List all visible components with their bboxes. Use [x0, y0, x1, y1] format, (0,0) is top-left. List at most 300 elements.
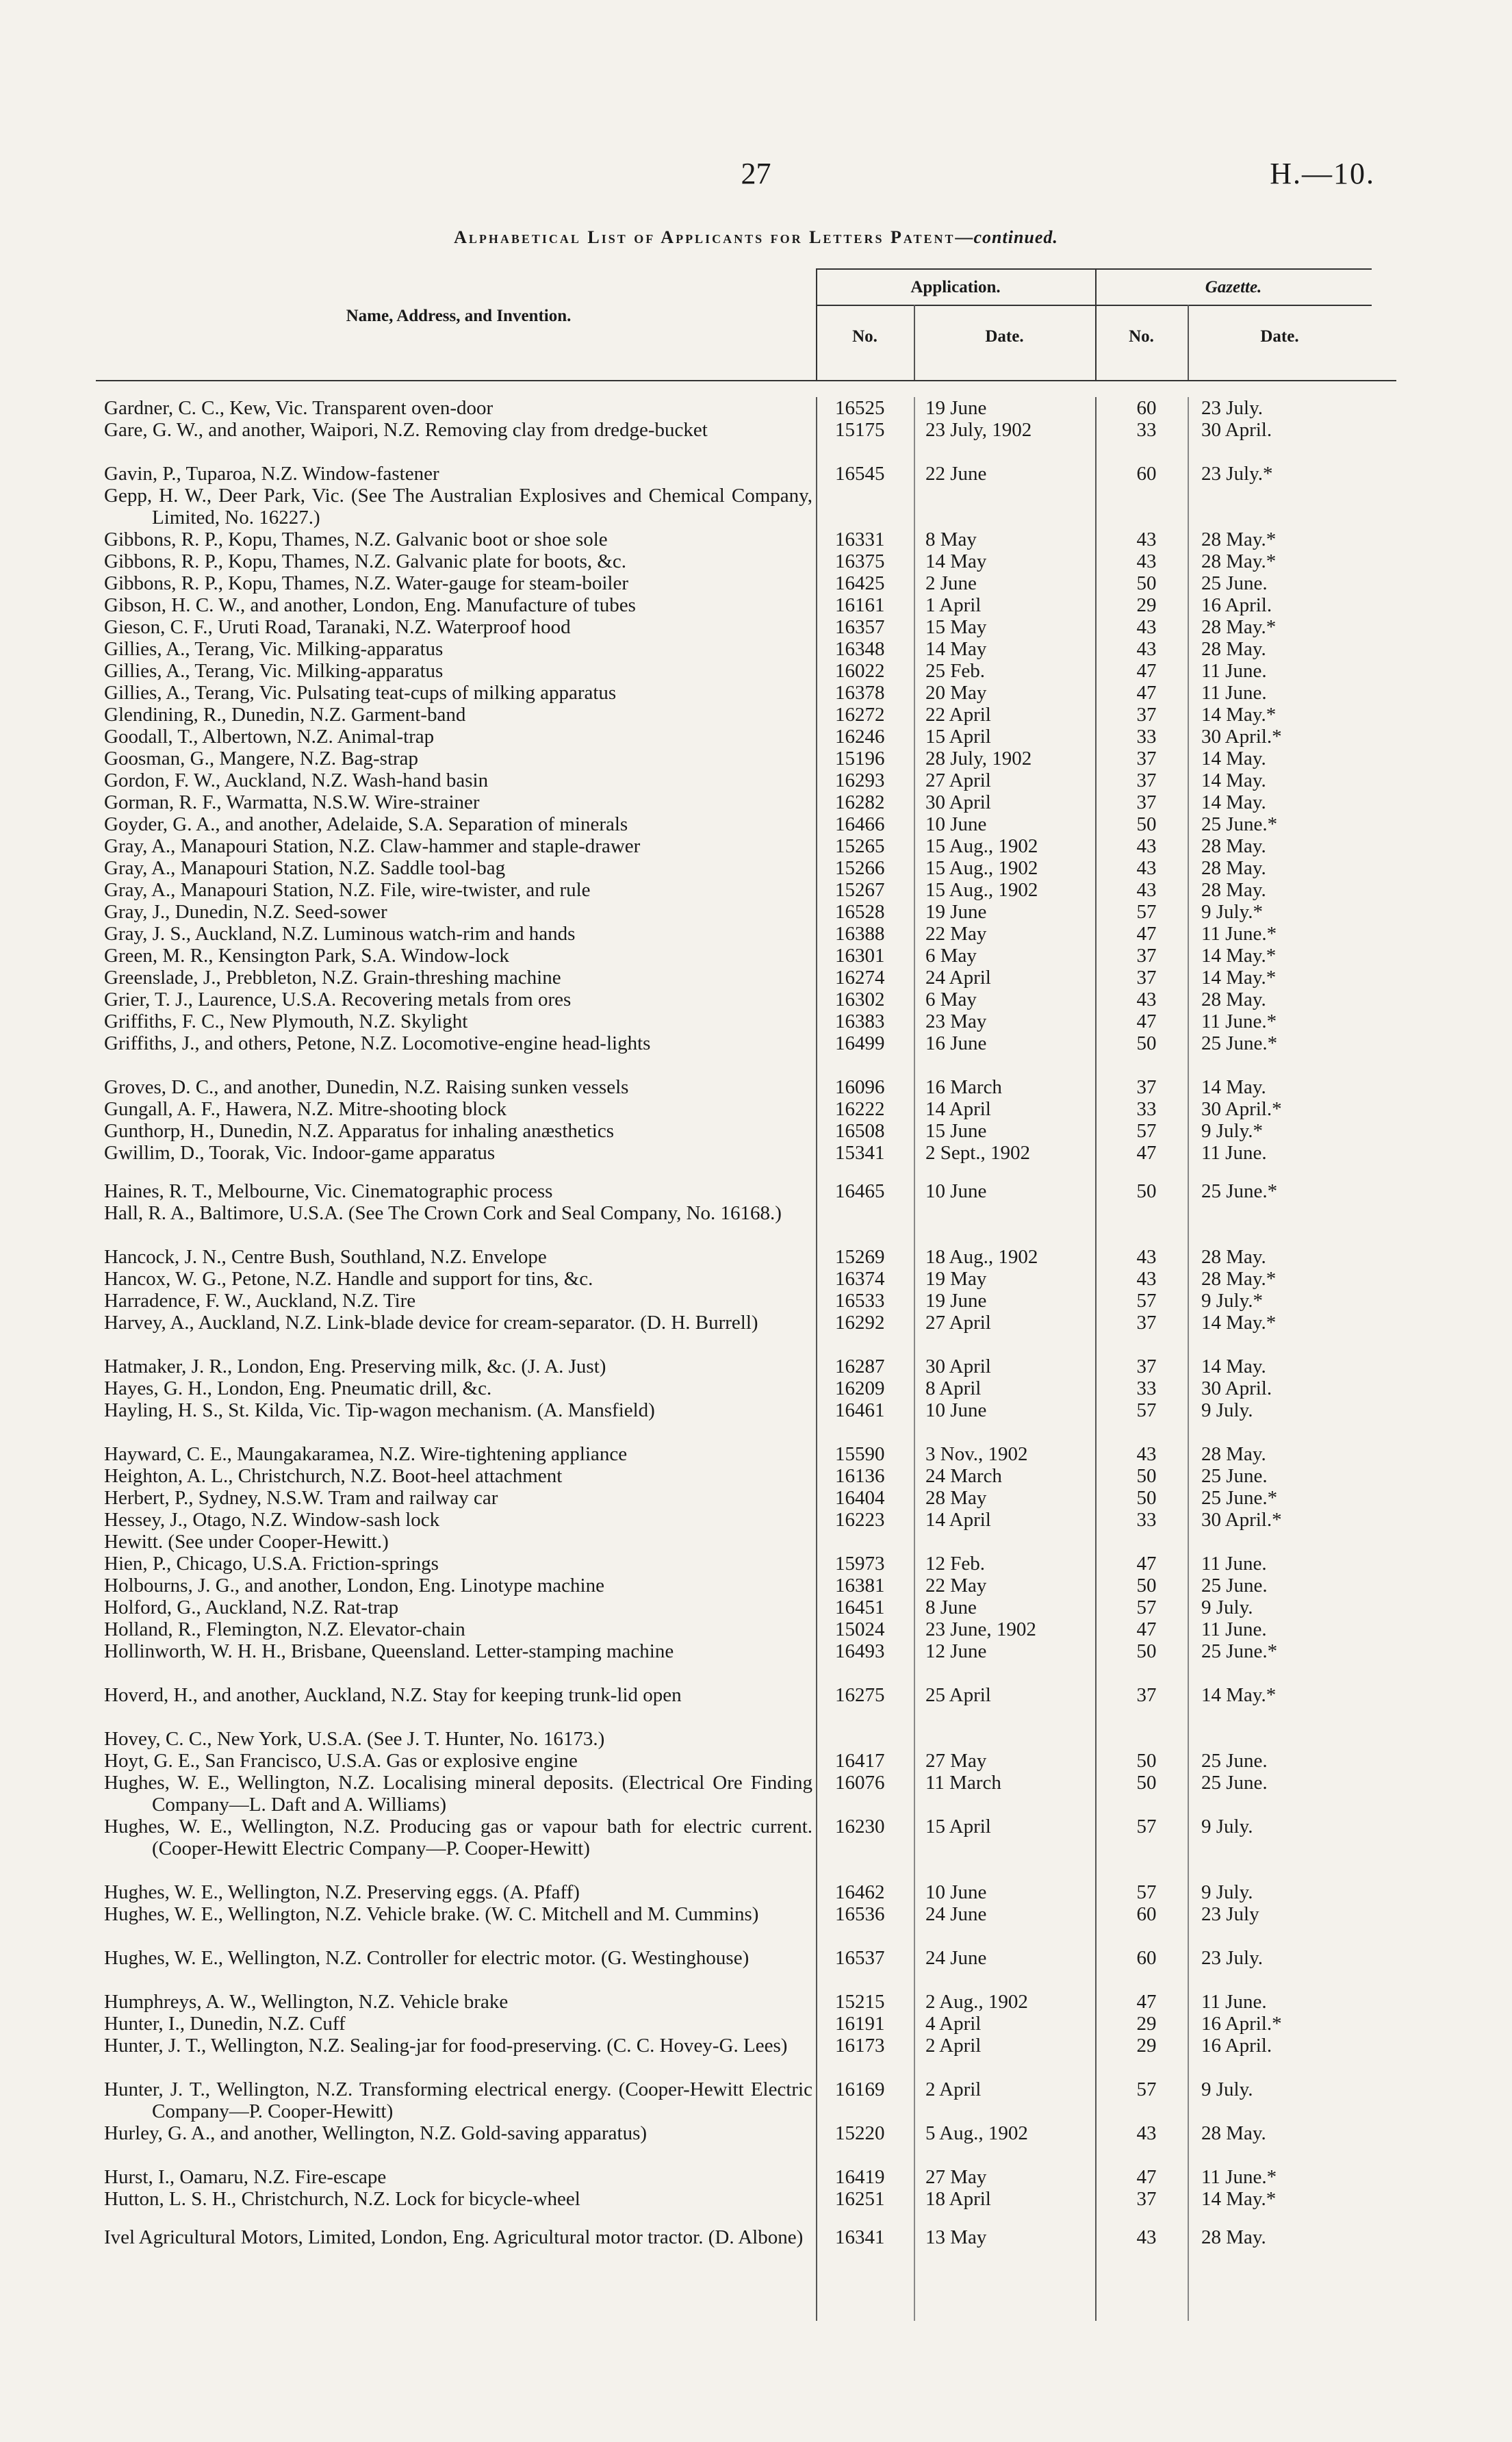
application-date: 3 Nov., 1902: [925, 1443, 1028, 1465]
applicant-entry-text: Holbourns, J. G., and another, London, Eng. Linotype machine: [104, 1575, 604, 1597]
application-number: 16465: [835, 1180, 885, 1202]
gazette-number: 50: [1136, 1180, 1157, 1202]
column-header-app-date: Date.: [985, 327, 1024, 346]
application-number: 16378: [835, 682, 885, 704]
application-number: 16274: [835, 967, 885, 989]
application-number: 16302: [835, 989, 885, 1010]
applicant-entry-text: Hancock, J. N., Centre Bush, Southland, N.Z. Envelope: [104, 1246, 547, 1268]
application-number: 16076: [835, 1772, 885, 1794]
gazette-number: 37: [1136, 704, 1157, 726]
table-row: [0, 638, 1512, 660]
applicant-entry-text: Hollinworth, W. H. H., Brisbane, Queensland. Letter-stamping machine: [104, 1640, 674, 1662]
gazette-date: 9 July.: [1201, 2078, 1253, 2100]
application-number: 16537: [835, 1947, 885, 1969]
gazette-number: 37: [1136, 1312, 1157, 1334]
application-number: 16161: [835, 594, 885, 616]
applicant-entry: [104, 1076, 812, 1098]
applicant-entry: [104, 1881, 812, 1903]
gazette-date: 25 June.*: [1201, 1640, 1278, 1662]
applicant-entry: [104, 1728, 812, 1750]
gazette-number: 57: [1136, 1597, 1157, 1618]
gazette-date: 11 June.: [1201, 1991, 1267, 2013]
patent-list: [0, 397, 1512, 2270]
gazette-date: 28 May.: [1201, 879, 1266, 901]
applicant-entry-text: Gavin, P., Tuparoa, N.Z. Window-fastener: [104, 463, 439, 485]
gazette-date: 16 April.*: [1201, 2013, 1282, 2035]
applicant-entry: [104, 1903, 812, 1925]
gazette-date: 14 May.: [1201, 1356, 1266, 1377]
gazette-number: 37: [1136, 1684, 1157, 1706]
gazette-number: 43: [1136, 529, 1157, 550]
gazette-date: 28 May.: [1201, 1443, 1266, 1465]
table-row: [0, 1377, 1512, 1399]
applicant-entry-text: Hancox, W. G., Petone, N.Z. Handle and support for tins, &c.: [104, 1268, 593, 1290]
table-row: [0, 572, 1512, 594]
gazette-number: 50: [1136, 1465, 1157, 1487]
gazette-number: 60: [1136, 463, 1157, 485]
application-date: 18 Aug., 1902: [925, 1246, 1038, 1268]
table-row: [0, 813, 1512, 835]
application-number: 15215: [835, 1991, 885, 2013]
applicant-entry-text: Gordon, F. W., Auckland, N.Z. Wash-hand basin: [104, 770, 489, 791]
gazette-number: 50: [1136, 813, 1157, 835]
application-date: 19 June: [925, 1290, 987, 1312]
page-code: H.—10.: [1270, 157, 1375, 190]
applicant-entry-text: Hatmaker, J. R., London, Eng. Preserving milk, &c. (J. A. Just): [104, 1356, 606, 1377]
applicant-entry: [104, 616, 812, 638]
table-row: [0, 1531, 1512, 1553]
applicant-entry-text: Hurst, I., Oamaru, N.Z. Fire-escape: [104, 2166, 387, 2188]
applicant-entry: [104, 1120, 812, 1142]
table-row: [0, 1640, 1512, 1684]
applicant-entry: [104, 1575, 812, 1597]
column-header-gazette: Gazette.: [1205, 278, 1262, 296]
applicant-entry: [104, 1098, 812, 1120]
table-row: [0, 660, 1512, 682]
application-date: 10 June: [925, 1399, 987, 1421]
gazette-date: 30 April.: [1201, 419, 1272, 441]
table-row: [0, 1202, 1512, 1246]
table-row: [0, 704, 1512, 726]
application-date: 28 July, 1902: [925, 748, 1032, 770]
application-number: 16508: [835, 1120, 885, 1142]
application-date: 16 June: [925, 1032, 987, 1054]
applicant-entry-text: Griffiths, J., and others, Petone, N.Z. Locomotive-engine head-lights: [104, 1032, 651, 1054]
applicant-entry: [104, 1312, 812, 1334]
applicant-entry: [104, 682, 812, 704]
application-date: 23 June, 1902: [925, 1618, 1036, 1640]
applicant-entry: [104, 660, 812, 682]
table-row: [0, 1553, 1512, 1575]
gazette-number: 33: [1136, 1377, 1157, 1399]
applicant-entry-text: Hayling, H. S., St. Kilda, Vic. Tip-wagon mechanism. (A. Mansfield): [104, 1399, 655, 1421]
application-number: 15220: [835, 2122, 885, 2144]
gazette-number: 37: [1136, 791, 1157, 813]
application-number: 16388: [835, 923, 885, 945]
applicant-entry: [104, 1268, 812, 1290]
table-row: [0, 967, 1512, 989]
gazette-date: 28 May.*: [1201, 616, 1277, 638]
applicant-entry: [104, 2035, 812, 2057]
gazette-number: 29: [1136, 2035, 1157, 2057]
application-number: 15269: [835, 1246, 885, 1268]
gazette-date: 11 June.: [1201, 660, 1267, 682]
application-number: 15267: [835, 879, 885, 901]
application-number: 16417: [835, 1750, 885, 1772]
application-date: 15 Aug., 1902: [925, 857, 1038, 879]
application-number: 16462: [835, 1881, 885, 1903]
gazette-date: 11 June.*: [1201, 923, 1277, 945]
table-row: [0, 1903, 1512, 1947]
application-number: 15590: [835, 1443, 885, 1465]
table-row: [0, 2188, 1512, 2210]
table-row: [0, 1816, 1512, 1881]
applicant-entry-text: Hughes, W. E., Wellington, N.Z. Preserving eggs. (A. Pfaff): [104, 1881, 580, 1903]
gazette-date: 28 May.: [1201, 835, 1266, 857]
applicant-entry-text: Goodall, T., Albertown, N.Z. Animal-trap: [104, 726, 435, 748]
applicant-entry: [104, 967, 812, 989]
gazette-date: 28 May.: [1201, 638, 1266, 660]
application-number: 16096: [835, 1076, 885, 1098]
application-date: 15 April: [925, 1816, 991, 1837]
gazette-date: 11 June.: [1201, 1142, 1267, 1164]
applicant-entry: [104, 1356, 812, 1377]
applicant-entry: [104, 1816, 812, 1859]
applicant-entry: [104, 529, 812, 550]
gazette-number: 57: [1136, 1290, 1157, 1312]
column-header-name: Name, Address, and Invention.: [346, 307, 572, 325]
applicant-entry: [104, 748, 812, 770]
table-row: [0, 1881, 1512, 1903]
application-date: 22 May: [925, 923, 987, 945]
application-number: 16287: [835, 1356, 885, 1377]
gazette-number: 33: [1136, 1098, 1157, 1120]
applicant-entry-text: Glendining, R., Dunedin, N.Z. Garment-band: [104, 704, 466, 726]
table-row: [0, 1098, 1512, 1120]
application-number: 16545: [835, 463, 885, 485]
gazette-number: 37: [1136, 748, 1157, 770]
gazette-date: 9 July.: [1201, 1399, 1253, 1421]
application-number: 15266: [835, 857, 885, 879]
applicant-entry-text: Hewitt. (See under Cooper-Hewitt.): [104, 1531, 389, 1553]
applicant-entry-text: Hoyt, G. E., San Francisco, U.S.A. Gas or explosive engine: [104, 1750, 578, 1772]
application-number: 16357: [835, 616, 885, 638]
application-number: 16292: [835, 1312, 885, 1334]
gazette-date: 9 July.: [1201, 1881, 1253, 1903]
table-row: [0, 901, 1512, 923]
title-main: Alphabetical List of Applicants for Letters Patent: [454, 227, 956, 247]
applicant-entry-text: Gibbons, R. P., Kopu, Thames, N.Z. Water-gauge for steam-boiler: [104, 572, 628, 594]
table-row: [0, 726, 1512, 748]
applicant-entry: [104, 1509, 812, 1531]
application-date: 15 Aug., 1902: [925, 879, 1038, 901]
applicant-entry: [104, 1553, 812, 1575]
table-row: [0, 1142, 1512, 1164]
application-number: 16301: [835, 945, 885, 967]
application-date: 12 Feb.: [925, 1553, 985, 1575]
application-number: 15196: [835, 748, 885, 770]
gazette-date: 23 July.: [1201, 397, 1263, 419]
application-number: 16230: [835, 1816, 885, 1837]
application-number: 15341: [835, 1142, 885, 1164]
application-date: 24 March: [925, 1465, 1002, 1487]
application-number: 16533: [835, 1290, 885, 1312]
applicant-entry: [104, 1531, 812, 1553]
application-number: 15024: [835, 1618, 885, 1640]
applicant-entry-text: Gray, A., Manapouri Station, N.Z. Claw-hammer and staple-drawer: [104, 835, 641, 857]
table-row: [0, 1399, 1512, 1443]
applicant-entry: [104, 704, 812, 726]
application-date: 30 April: [925, 1356, 991, 1377]
applicant-entry: [104, 1750, 812, 1772]
gazette-number: 33: [1136, 726, 1157, 748]
gazette-number: 47: [1136, 2166, 1157, 2188]
applicant-entry: [104, 989, 812, 1010]
application-date: 27 May: [925, 1750, 987, 1772]
applicant-entry: [104, 1142, 812, 1164]
applicant-entry: [104, 419, 812, 441]
application-date: 27 April: [925, 770, 991, 791]
table-row: [0, 923, 1512, 945]
gazette-date: 16 April.: [1201, 2035, 1272, 2057]
application-date: 4 April: [925, 2013, 982, 2035]
column-header-gaz-date: Date.: [1260, 327, 1299, 346]
application-number: 15973: [835, 1553, 885, 1575]
table-row: [0, 857, 1512, 879]
gazette-number: 57: [1136, 901, 1157, 923]
gazette-date: 9 July.*: [1201, 1120, 1263, 1142]
applicant-entry: [104, 923, 812, 945]
applicant-entry: [104, 1772, 812, 1816]
application-number: 16282: [835, 791, 885, 813]
table-row: [0, 594, 1512, 616]
table-row: [0, 945, 1512, 967]
applicant-entry-text: Holford, G., Auckland, N.Z. Rat-trap: [104, 1597, 399, 1618]
table-row: [0, 1487, 1512, 1509]
gazette-date: 25 June.*: [1201, 1487, 1278, 1509]
application-date: 12 June: [925, 1640, 987, 1662]
applicant-entry: [104, 2188, 812, 2210]
applicant-entry: [104, 1465, 812, 1487]
application-date: 8 April: [925, 1377, 982, 1399]
applicant-entry-text: Holland, R., Flemington, N.Z. Elevator-chain: [104, 1618, 465, 1640]
table-row: [0, 463, 1512, 485]
application-date: 24 June: [925, 1903, 987, 1925]
applicant-entry: [104, 726, 812, 748]
table-row: [0, 1290, 1512, 1312]
table-row: [0, 1465, 1512, 1487]
applicant-entry-text: Gray, J. S., Auckland, N.Z. Luminous watch-rim and hands: [104, 923, 576, 945]
table-row: [0, 2166, 1512, 2188]
applicant-entry-text: Hunter, J. T., Wellington, N.Z. Transforming electrical energy. (Cooper-Hewitt Electric Company—P. Cooper-Hewitt): [104, 2078, 812, 2122]
table-row: [0, 419, 1512, 463]
table-row: [0, 1312, 1512, 1356]
applicant-entry-text: Hoverd, H., and another, Auckland, N.Z. Stay for keeping trunk-lid open: [104, 1684, 682, 1706]
applicant-entry: [104, 835, 812, 857]
applicant-entry-text: Groves, D. C., and another, Dunedin, N.Z. Raising sunken vessels: [104, 1076, 629, 1098]
application-number: 16451: [835, 1597, 885, 1618]
column-header-app-no: No.: [852, 327, 877, 346]
gazette-number: 37: [1136, 1076, 1157, 1098]
gazette-date: 11 June.: [1201, 1618, 1267, 1640]
application-number: 16499: [835, 1032, 885, 1054]
table-row: [0, 1120, 1512, 1142]
table-row: [0, 748, 1512, 770]
application-number: 16374: [835, 1268, 885, 1290]
application-number: 16425: [835, 572, 885, 594]
application-number: 16275: [835, 1684, 885, 1706]
application-date: 14 April: [925, 1509, 991, 1531]
gazette-date: 25 June.: [1201, 1772, 1268, 1794]
application-number: 16461: [835, 1399, 885, 1421]
applicant-entry-text: Hutton, L. S. H., Christchurch, N.Z. Lock for bicycle-wheel: [104, 2188, 580, 2210]
gazette-date: 23 July.: [1201, 1947, 1263, 1969]
gazette-number: 43: [1136, 616, 1157, 638]
applicant-entry-text: Gibson, H. C. W., and another, London, Eng. Manufacture of tubes: [104, 594, 636, 616]
applicant-entry-text: Gray, A., Manapouri Station, N.Z. File, wire-twister, and rule: [104, 879, 591, 901]
application-date: 10 June: [925, 1881, 987, 1903]
application-date: 6 May: [925, 989, 977, 1010]
applicant-entry: [104, 1443, 812, 1465]
table-row: [0, 1618, 1512, 1640]
applicant-entry-text: Harvey, A., Auckland, N.Z. Link-blade device for cream-separator. (D. H. Burrell): [104, 1312, 758, 1334]
gazette-number: 43: [1136, 2122, 1157, 2144]
application-number: 16191: [835, 2013, 885, 2035]
applicant-entry-text: Gungall, A. F., Hawera, N.Z. Mitre-shooting block: [104, 1098, 507, 1120]
application-number: 16381: [835, 1575, 885, 1597]
applicant-entry: [104, 594, 812, 616]
applicant-entry: [104, 638, 812, 660]
applicant-entry: [104, 1487, 812, 1509]
gazette-date: 28 May.: [1201, 989, 1266, 1010]
gazette-number: 50: [1136, 1032, 1157, 1054]
application-number: 16493: [835, 1640, 885, 1662]
applicant-entry-text: Hurley, G. A., and another, Wellington, N.Z. Gold-saving apparatus): [104, 2122, 648, 2144]
gazette-date: 14 May.*: [1201, 1684, 1277, 1706]
application-date: 22 April: [925, 704, 991, 726]
gazette-number: 47: [1136, 1991, 1157, 2013]
applicant-entry-text: Gepp, H. W., Deer Park, Vic. (See The Australian Explosives and Chemical Company, Limited, No. 16227.): [104, 485, 812, 529]
applicant-entry: [104, 463, 812, 485]
gazette-date: 11 June.*: [1201, 2166, 1277, 2188]
applicant-entry-text: Grier, T. J., Laurence, U.S.A. Recovering metals from ores: [104, 989, 572, 1010]
application-number: 16223: [835, 1509, 885, 1531]
table-row: [0, 2013, 1512, 2035]
applicant-entry-text: Gardner, C. C., Kew, Vic. Transparent oven-door: [104, 397, 494, 419]
applicant-entry-text: Hall, R. A., Baltimore, U.S.A. (See The Crown Cork and Seal Company, No. 16168.): [104, 1202, 782, 1224]
applicant-entry-text: Harradence, F. W., Auckland, N.Z. Tire: [104, 1290, 416, 1312]
applicant-entry-text: Goyder, G. A., and another, Adelaide, S.A. Separation of minerals: [104, 813, 628, 835]
applicant-entry: [104, 2166, 812, 2188]
applicant-entry: [104, 1991, 812, 2013]
table-row: [0, 1268, 1512, 1290]
gazette-date: 23 July.*: [1201, 463, 1273, 485]
application-date: 15 Aug., 1902: [925, 835, 1038, 857]
applicant-entry: [104, 1246, 812, 1268]
gazette-date: 14 May.*: [1201, 967, 1277, 989]
gazette-number: 60: [1136, 397, 1157, 419]
gazette-date: 14 May.*: [1201, 704, 1277, 726]
gazette-number: 43: [1136, 857, 1157, 879]
applicant-entry: [104, 1399, 812, 1421]
gazette-date: 28 May.: [1201, 1246, 1266, 1268]
applicant-entry: [104, 770, 812, 791]
table-row: [0, 1246, 1512, 1268]
application-number: 16169: [835, 2078, 885, 2100]
gazette-date: 30 April.: [1201, 1377, 1272, 1399]
application-date: 22 May: [925, 1575, 987, 1597]
application-number: 16209: [835, 1377, 885, 1399]
gazette-number: 50: [1136, 1640, 1157, 1662]
application-number: 16419: [835, 2166, 885, 2188]
applicant-entry: [104, 1180, 812, 1202]
applicant-entry-text: Haines, R. T., Melbourne, Vic. Cinematographic process: [104, 1180, 553, 1202]
table-row: [0, 550, 1512, 572]
gazette-date: 14 May.: [1201, 1076, 1266, 1098]
application-date: 14 April: [925, 1098, 991, 1120]
table-row: [0, 2035, 1512, 2078]
table-row: [0, 1443, 1512, 1465]
gazette-date: 16 April.: [1201, 594, 1272, 616]
applicant-entry: [104, 1290, 812, 1312]
applicant-entry-text: Gwillim, D., Toorak, Vic. Indoor-game apparatus: [104, 1142, 496, 1164]
table-row: [0, 1597, 1512, 1618]
table-row: [0, 1991, 1512, 2013]
table-row: [0, 879, 1512, 901]
application-number: 16466: [835, 813, 885, 835]
gazette-number: 47: [1136, 923, 1157, 945]
gazette-date: 14 May.: [1201, 770, 1266, 791]
application-number: 16528: [835, 901, 885, 923]
application-date: 10 June: [925, 813, 987, 835]
gazette-date: 9 July.*: [1201, 1290, 1263, 1312]
table-row: [0, 485, 1512, 529]
application-date: 14 May: [925, 638, 987, 660]
table-row: [0, 1575, 1512, 1597]
table-row: [0, 1010, 1512, 1032]
table-row: [0, 2226, 1512, 2270]
application-number: 16246: [835, 726, 885, 748]
application-number: 16272: [835, 704, 885, 726]
applicant-entry: [104, 1377, 812, 1399]
applicant-entry: [104, 2122, 812, 2144]
applicant-entry-text: Gibbons, R. P., Kopu, Thames, N.Z. Galvanic plate for boots, &c.: [104, 550, 627, 572]
application-number: 16293: [835, 770, 885, 791]
application-date: 14 May: [925, 550, 987, 572]
gazette-number: 60: [1136, 1947, 1157, 1969]
gazette-date: 28 May.: [1201, 2226, 1266, 2248]
gazette-date: 30 April.*: [1201, 1098, 1282, 1120]
applicant-entry-text: Hughes, W. E., Wellington, N.Z. Vehicle brake. (W. C. Mitchell and M. Cummins): [104, 1903, 759, 1925]
applicant-entry-text: Gunthorp, H., Dunedin, N.Z. Apparatus for inhaling anæsthetics: [104, 1120, 615, 1142]
gazette-number: 50: [1136, 1772, 1157, 1794]
application-number: 16404: [835, 1487, 885, 1509]
gazette-date: 28 May.*: [1201, 529, 1277, 550]
application-date: 25 Feb.: [925, 660, 985, 682]
applicant-entry: [104, 813, 812, 835]
gazette-date: 25 June.*: [1201, 1180, 1278, 1202]
gazette-number: 50: [1136, 1487, 1157, 1509]
gazette-number: 29: [1136, 594, 1157, 616]
application-number: 16348: [835, 638, 885, 660]
table-row: [0, 2122, 1512, 2166]
table-row: [0, 1772, 1512, 1816]
application-number: 16022: [835, 660, 885, 682]
gazette-number: 57: [1136, 1120, 1157, 1142]
applicant-entry-text: Gieson, C. F., Uruti Road, Taranaki, N.Z. Waterproof hood: [104, 616, 571, 638]
application-date: 6 May: [925, 945, 977, 967]
application-date: 27 April: [925, 1312, 991, 1334]
